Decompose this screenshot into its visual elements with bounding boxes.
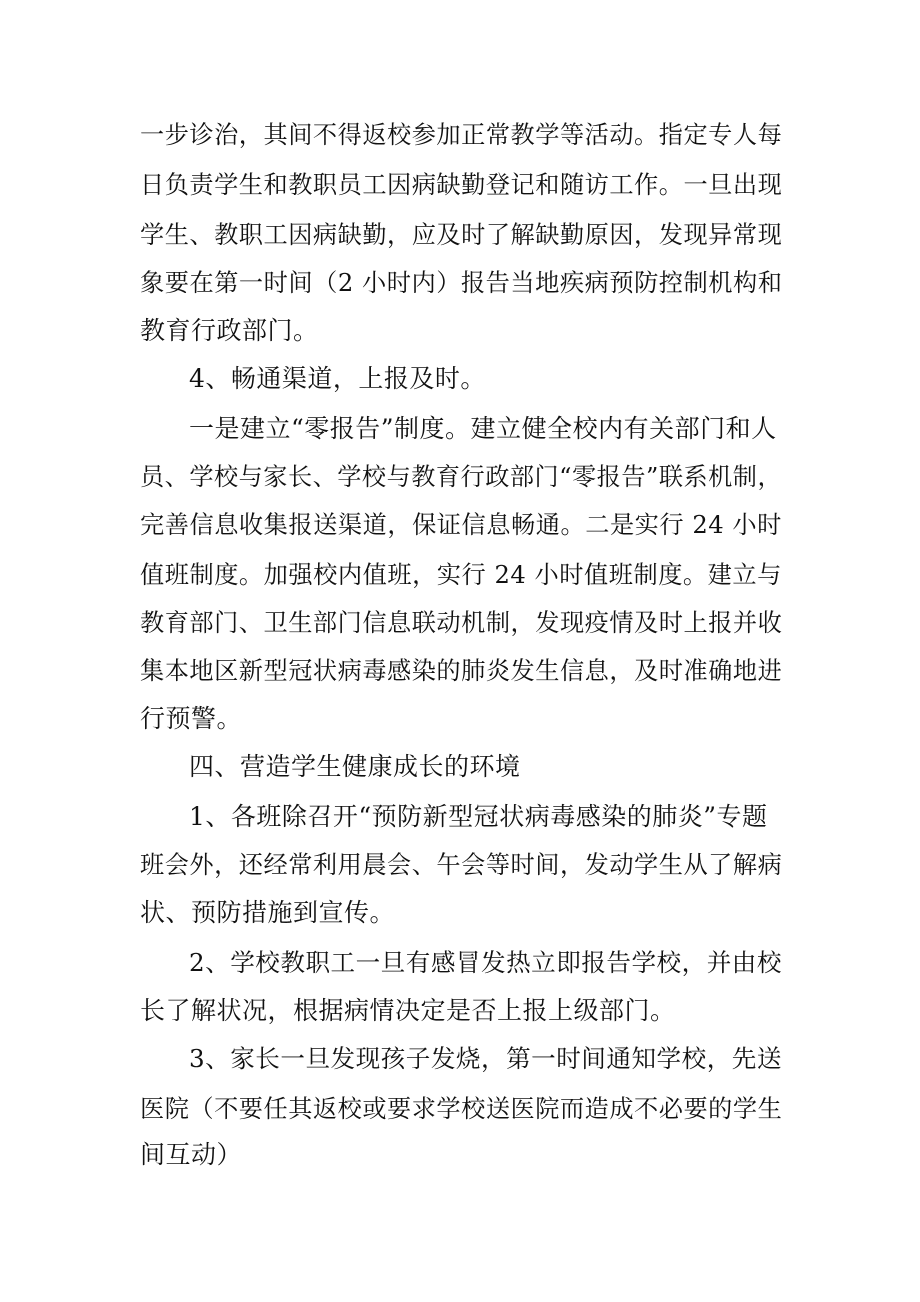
text-line: 完善信息收集报送渠道，保证信息畅通。二是实行 24 小时 [140, 510, 782, 539]
text-line: 状、预防措施到宣传。 [140, 898, 396, 927]
paragraph-start-line: 3、家长一旦发现孩子发烧，第一时间通知学校，先送 [189, 1044, 782, 1073]
text-line: 员、学校与家长、学校与教育行政部门“零报告”联系机制， [140, 463, 783, 491]
paragraph-start-line: 2、学校教职工一旦有感冒发热立即报告学校，并由校 [189, 948, 782, 977]
text-line: 集本地区新型冠状病毒感染的肺炎发生信息，及时准确地进 [140, 657, 783, 685]
text-line: 象要在第一时间（2 小时内）报告当地疾病预防控制机构和 [140, 268, 783, 297]
text-line: 医院（不要任其返校或要求学校送医院而造成不必要的学生 [140, 1095, 783, 1123]
section-heading: 4、畅通渠道，上报及时。 [189, 364, 486, 393]
text-line: 日负责学生和教职员工因病缺勤登记和随访工作。一旦出现 [140, 171, 783, 199]
section-heading: 四、营造学生健康成长的环境 [189, 752, 521, 781]
text-line: 教育部门、卫生部门信息联动机制，发现疫情及时上报并收 [140, 609, 783, 637]
text-line: 一步诊治，其间不得返校参加正常教学等活动。指定专人每 [140, 121, 783, 149]
text-line: 长了解状况，根据病情决定是否上报上级部门。 [140, 996, 676, 1025]
text-line: 行预警。 [140, 704, 243, 733]
text-line: 学生、教职工因病缺勤，应及时了解缺勤原因，发现异常现 [140, 221, 783, 249]
text-line: 值班制度。加强校内值班，实行 24 小时值班制度。建立与 [140, 560, 782, 589]
text-line: 教育行政部门。 [140, 316, 319, 345]
text-line: 班会外，还经常利用晨会、午会等时间，发动学生从了解病 [140, 851, 783, 879]
paragraph-start-line: 一是建立“零报告”制度。建立健全校内有关部门和人 [189, 414, 777, 443]
text-line: 间互动） [140, 1140, 243, 1169]
paragraph-start-line: 1、各班除召开“预防新型冠状病毒感染的肺炎”专题 [189, 802, 768, 831]
